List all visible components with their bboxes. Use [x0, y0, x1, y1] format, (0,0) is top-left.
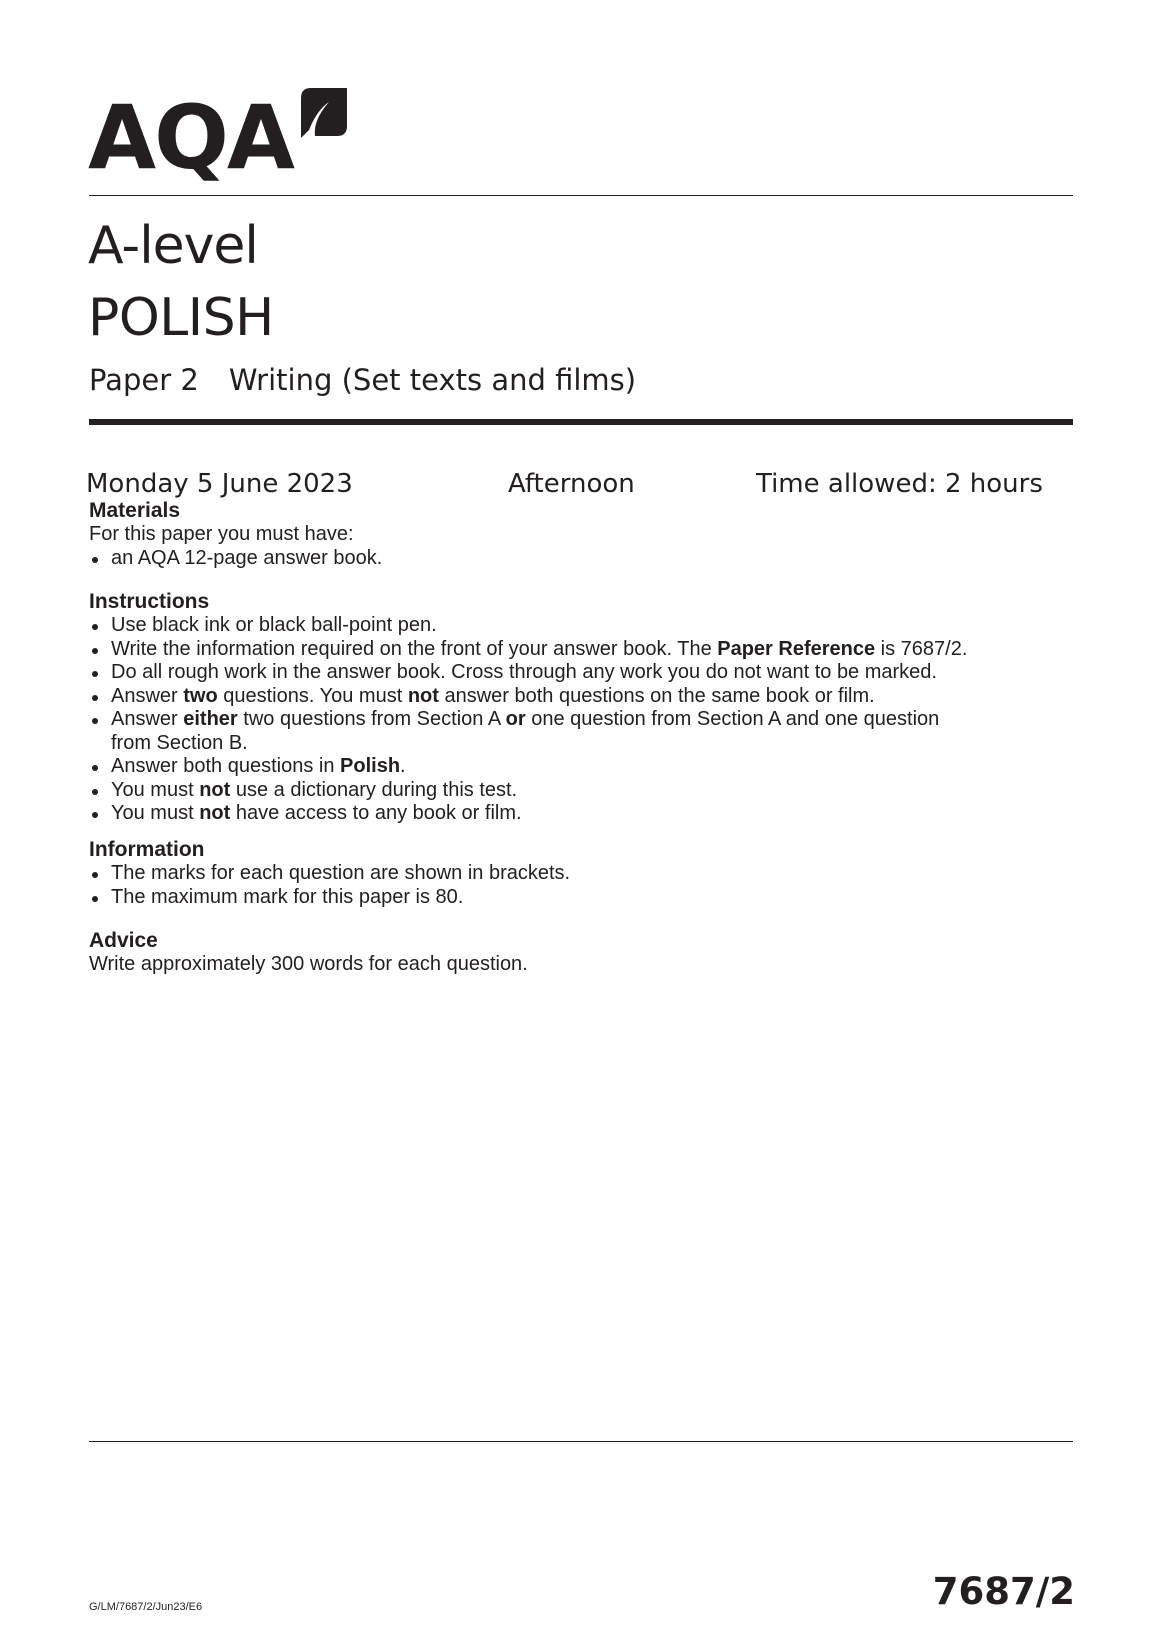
- paper-title: Writing (Set texts and films): [228, 363, 637, 397]
- advice-heading: Advice: [89, 929, 158, 952]
- paper-line: [89, 363, 636, 398]
- materials-intro: For this paper you must have:: [89, 523, 354, 545]
- document-code: G/LM/7687/2/Jun23/E6: [89, 1601, 203, 1613]
- footer-divider: [89, 1441, 1073, 1442]
- advice-section: [89, 929, 1079, 977]
- instructions-list: [89, 614, 1079, 826]
- instructions-section: [89, 590, 1079, 826]
- title-divider: [89, 419, 1073, 425]
- list-item: Do all rough work in the answer book. Cross through any work you do not want to be marked.: [89, 661, 1079, 685]
- list-item: Use black ink or black ball-point pen.: [89, 614, 1079, 638]
- list-item: The maximum mark for this paper is 80.: [89, 886, 1079, 910]
- list-item: Answer two questions. You must not answer both questions on the same book or film.: [89, 685, 1079, 709]
- list-item: Write the information required on the front of your answer book. The Paper Reference is 7687/2.: [89, 638, 1079, 662]
- exam-date: Monday 5 June 2023: [86, 469, 353, 499]
- top-divider: [89, 195, 1073, 196]
- aqa-leaf-icon: [299, 86, 349, 138]
- information-heading: Information: [89, 838, 205, 861]
- materials-heading: Materials: [89, 499, 181, 522]
- materials-list: [89, 547, 1079, 571]
- time-allowed: Time allowed: 2 hours: [756, 469, 1043, 499]
- list-item: Answer both questions in Polish.: [89, 755, 1079, 779]
- paper-number: Paper 2: [89, 363, 199, 397]
- advice-text: Write approximately 300 words for each question.: [89, 953, 528, 975]
- subject-title: POLISH: [88, 288, 274, 348]
- list-item: You must not use a dictionary during this test.: [89, 779, 1079, 803]
- qualification-level: A-level: [88, 216, 258, 276]
- list-item: Answer either two questions from Section A or one question from Section A and one question from Section B.: [89, 708, 1079, 755]
- aqa-logo: [88, 86, 349, 189]
- information-list: [89, 862, 1079, 909]
- paper-reference: 7687/2: [932, 1570, 1075, 1613]
- aqa-logo-text: AQA: [88, 86, 294, 189]
- materials-section: [89, 499, 1079, 570]
- instructions-heading: Instructions: [89, 590, 210, 613]
- exam-session: Afternoon: [508, 469, 635, 499]
- list-item: an AQA 12-page answer book.: [89, 547, 1079, 571]
- list-item: You must not have access to any book or film.: [89, 802, 1079, 826]
- information-section: [89, 838, 1079, 909]
- list-item: The marks for each question are shown in brackets.: [89, 862, 1079, 886]
